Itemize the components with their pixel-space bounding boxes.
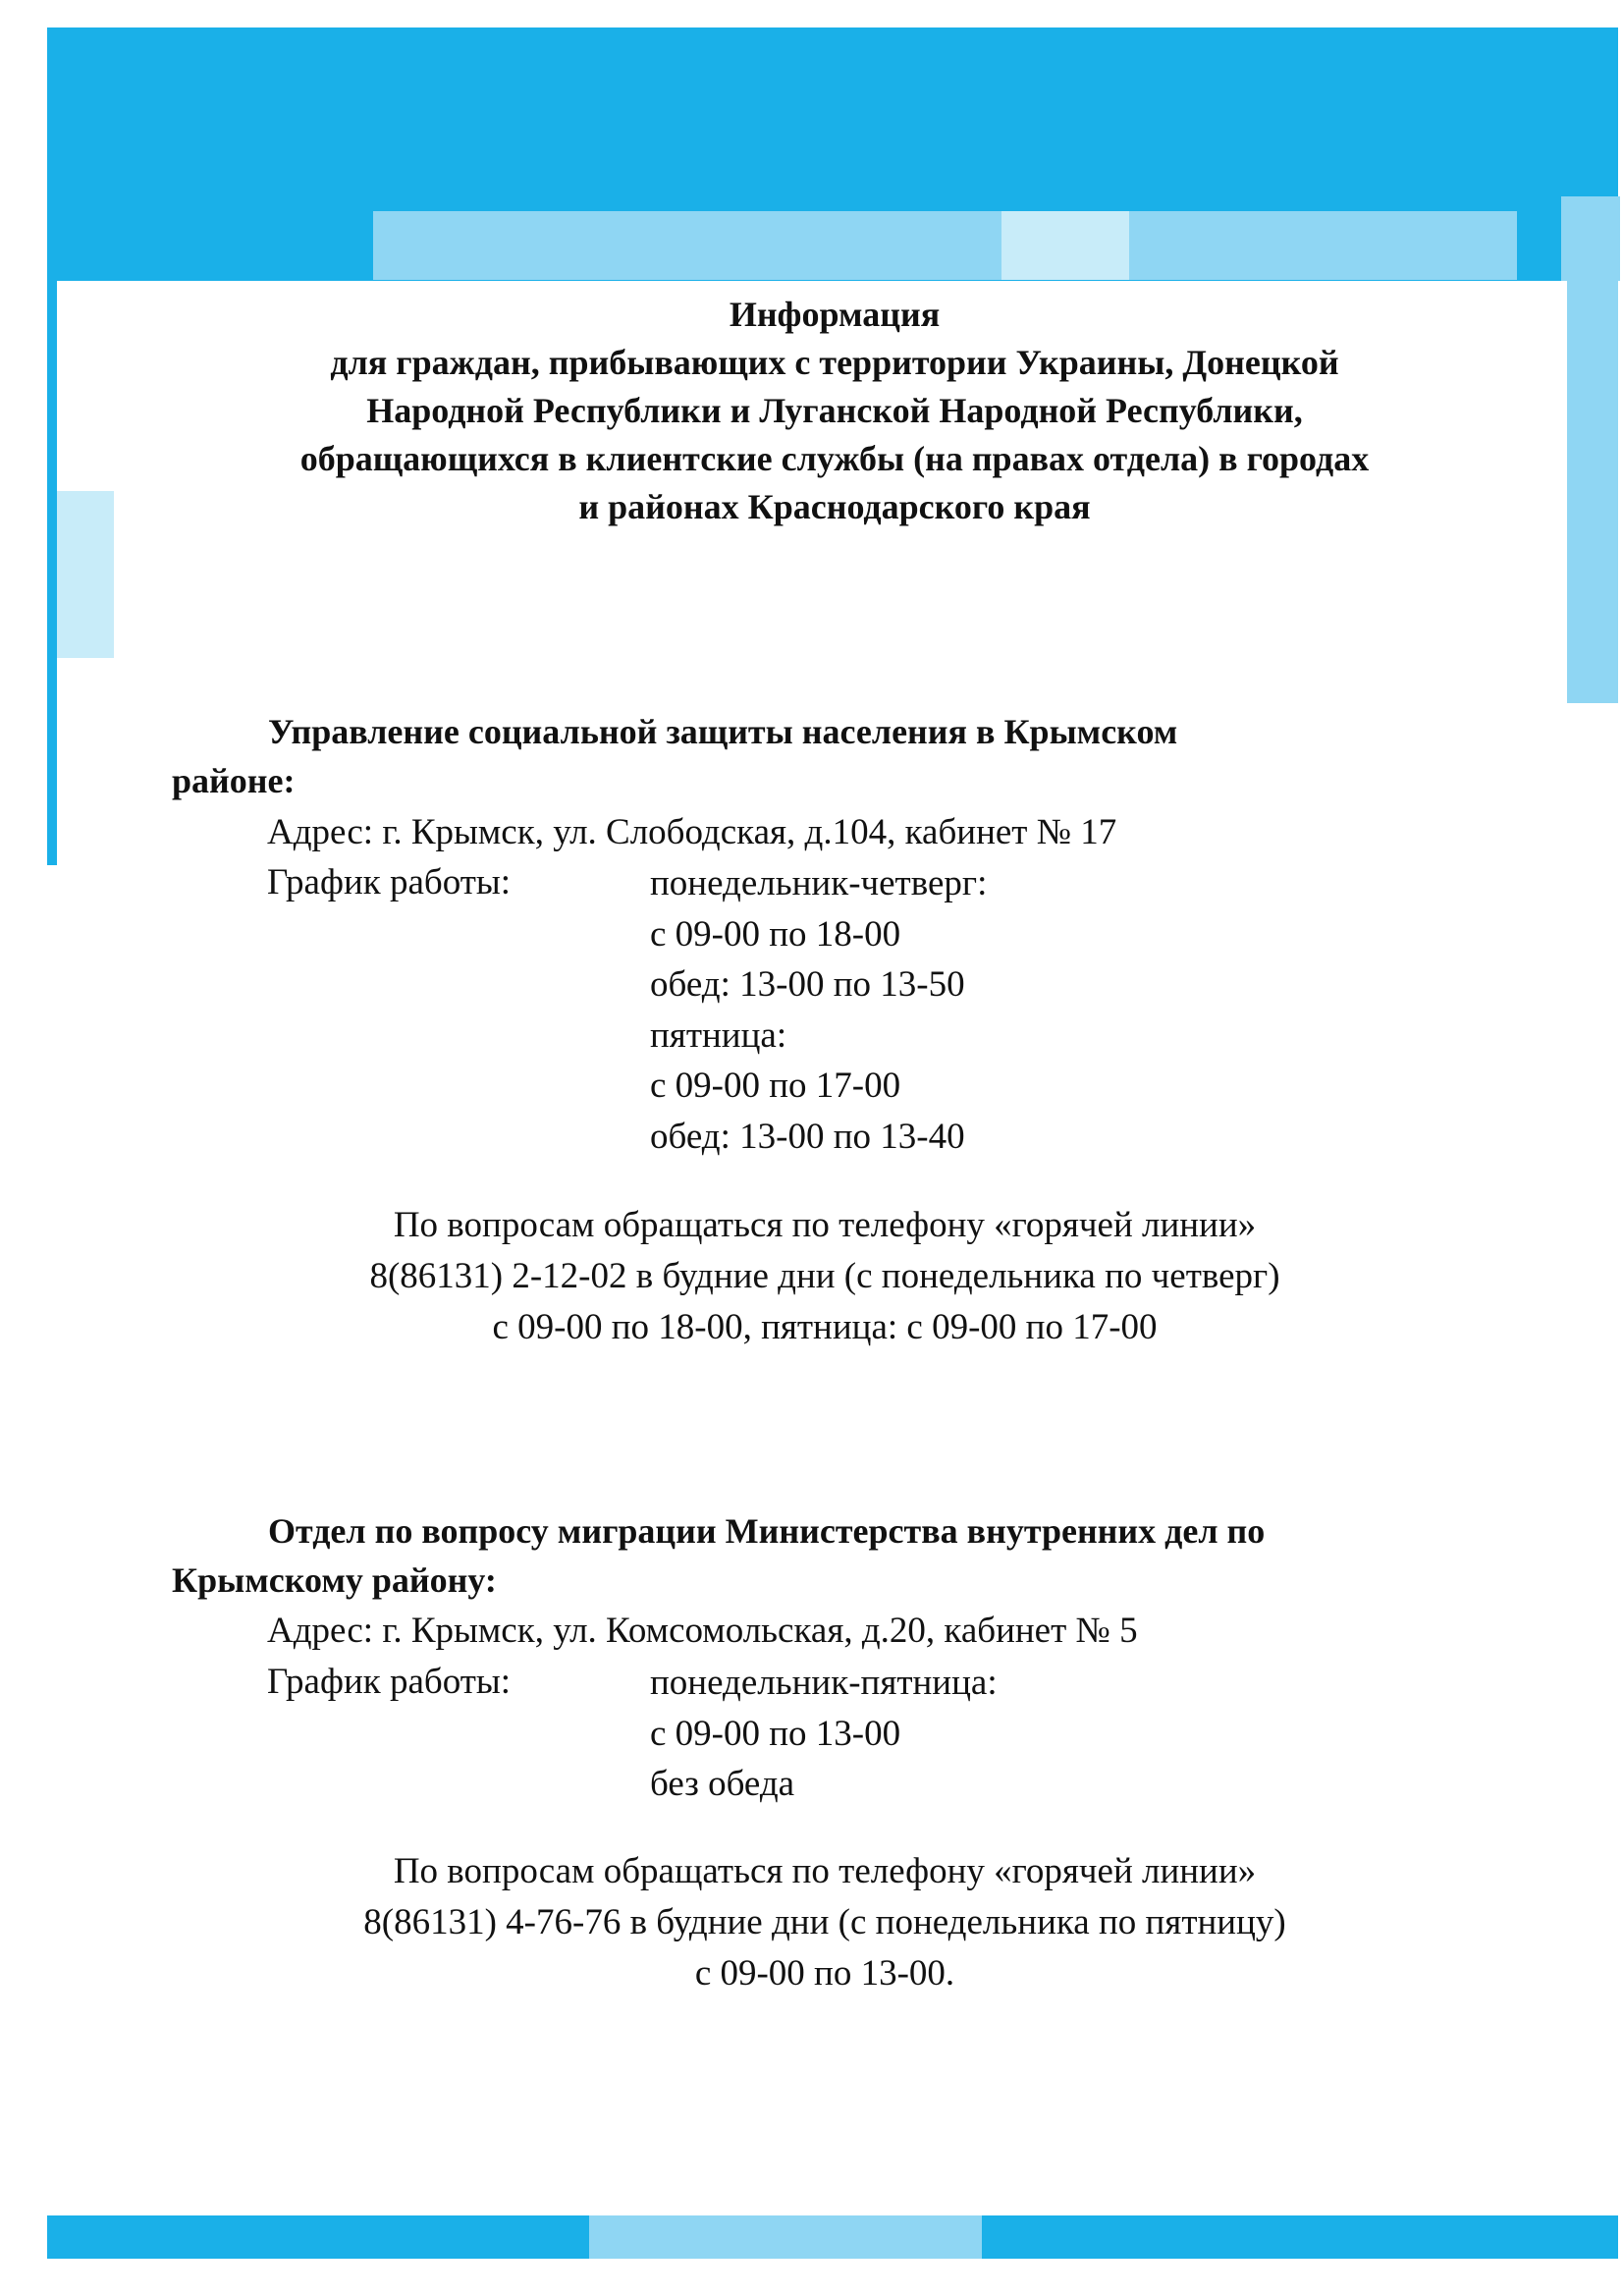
title-line: обращающихся в клиентские службы (на правах отдела) в городах (299, 439, 1370, 478)
section2-address: Адрес: г. Крымск, ул. Комсомольская, д.20, кабинет № 5 (267, 1611, 1138, 1651)
section1-address: Адрес: г. Крымск, ул. Слободская, д.104, кабинет № 17 (267, 812, 1117, 852)
section2-heading-line: Отдел по вопросу миграции Министерства внутренних дел по (268, 1511, 1266, 1551)
schedule-line: без обеда (650, 1764, 795, 1804)
hotline-line: с 09-00 по 13-00. (694, 1953, 955, 1994)
title-line: Информация (729, 295, 941, 334)
hotline-line: 8(86131) 2-12-02 в будние дни (с понедельника по четверг) (369, 1256, 1280, 1296)
section2-heading-line: Крымскому району: (172, 1560, 497, 1600)
title-line: для граждан, прибывающих с территории Украины, Донецкой (330, 343, 1339, 382)
hotline-line: По вопросам обращаться по телефону «горячей линии» (393, 1851, 1257, 1891)
schedule-line: пятница: (650, 1014, 787, 1056)
section1-heading-line: районе: (172, 761, 296, 800)
left-strip-light (57, 491, 114, 658)
schedule-line: с 09-00 по 18-00 (650, 913, 901, 955)
hotline-line: 8(86131) 4-76-76 в будние дни (с понедельника по пятницу) (363, 1902, 1286, 1942)
left-strip (47, 281, 57, 865)
schedule-line: понедельник-четверг: (650, 863, 988, 903)
right-strip (1567, 281, 1618, 703)
schedule-line: обед: 13-00 по 13-50 (650, 964, 965, 1005)
section2-schedule (650, 1658, 998, 1810)
section1-heading (172, 707, 1546, 805)
schedule-line: понедельник-пятница: (650, 1663, 998, 1703)
section1-schedule (650, 858, 987, 1162)
schedule-line: обед: 13-00 по 13-40 (650, 1116, 965, 1157)
section1-schedule-label: График работы: (267, 862, 512, 902)
section1-hotline (196, 1200, 1453, 1353)
banner-tile-pale (1001, 211, 1129, 280)
section2-hotline (196, 1846, 1453, 1999)
title-line: Народной Республики и Луганской Народной Республики, (366, 391, 1303, 430)
section1-heading-line: Управление социальной защиты населения в Крымском (268, 712, 1178, 751)
title-line: и районах Краснодарского края (578, 487, 1091, 526)
bottom-banner-light (589, 2215, 982, 2259)
section2-heading (172, 1506, 1546, 1605)
schedule-line: с 09-00 по 17-00 (650, 1066, 901, 1106)
hotline-line: По вопросам обращаться по телефону «горячей линии» (393, 1205, 1257, 1245)
document-title (157, 291, 1512, 531)
banner-tile-light (373, 211, 1001, 280)
hotline-line: с 09-00 по 18-00, пятница: с 09-00 по 17-00 (492, 1307, 1158, 1347)
section2-schedule-label: График работы: (267, 1662, 512, 1702)
banner-tile-light (1561, 196, 1620, 281)
schedule-line: с 09-00 по 13-00 (650, 1713, 901, 1754)
banner-tile-light (1129, 211, 1517, 280)
